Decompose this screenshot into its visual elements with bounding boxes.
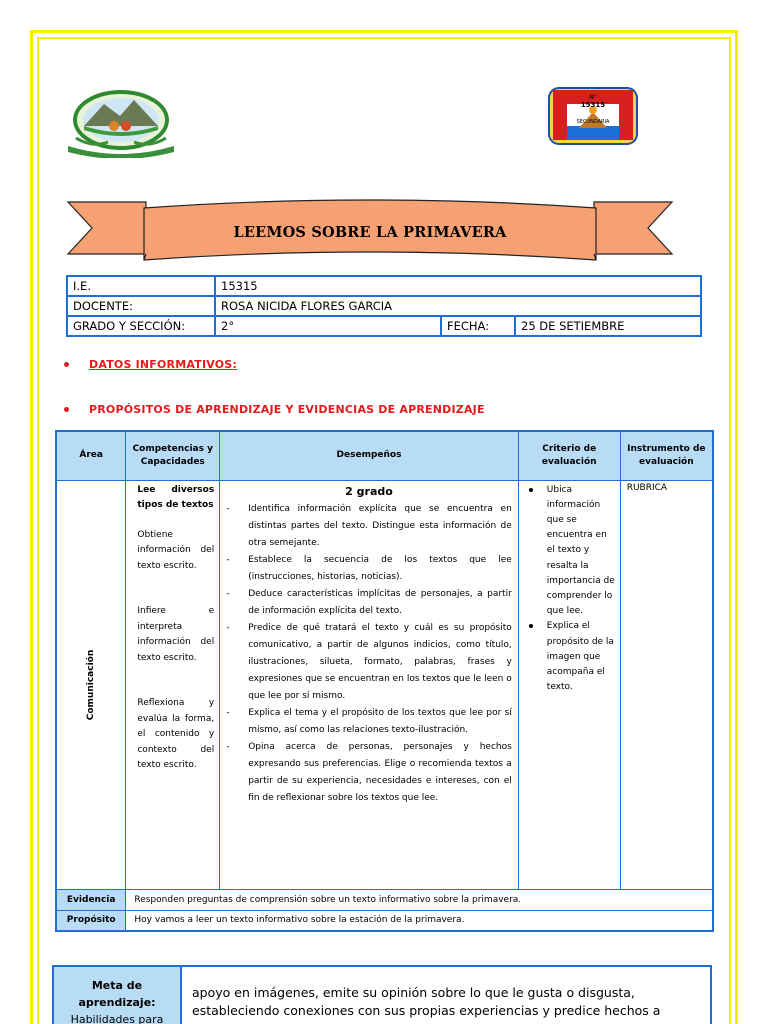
competencia-item: Lee diversos tipos de textos — [137, 484, 215, 510]
criterio-item: Ubica información que se encuentra en el texto y resalta la importancia de comprender lo que lee. — [523, 483, 616, 620]
meta-label-cell — [54, 967, 182, 1024]
fecha-label: FECHA: — [441, 316, 515, 336]
info-table — [66, 275, 702, 337]
meta-sublabel: Habilidades para — [70, 1013, 164, 1024]
capacidad-item: Reflexiona y evalúa la forma, el contenido y contexto del texto escrito. — [137, 698, 215, 770]
header-instrumento: Instrumento de evaluación — [620, 431, 713, 480]
grado-value: 2° — [215, 316, 441, 336]
page-title: LEEMOS SOBRE LA PRIMAVERA — [233, 224, 507, 241]
docente-value: ROSA NICIDA FLORES GARCIA — [215, 296, 701, 316]
desempeno-item: - Deduce características implícitas de personajes, a partir de información explícita del texto. — [226, 586, 512, 620]
logo-number-label: N° — [589, 94, 597, 101]
desempeno-item: - Establece la secuencia de los textos que lee (instrucciones, historias, noticias). — [226, 552, 512, 586]
evidencia-label: Evidencia — [56, 889, 126, 910]
capacidad-item: Infiere e interpreta información del texto escrito. — [137, 606, 215, 663]
proposito-label: Propósito — [56, 910, 126, 931]
proposito-text: Hoy vamos a leer un texto informativo sobre la estación de la primavera. — [126, 910, 713, 931]
competencias-cell — [126, 480, 220, 889]
bullet-dot — [64, 407, 69, 412]
docente-label: DOCENTE: — [67, 296, 215, 316]
grade-label: 2 grado — [345, 484, 393, 498]
meta-box — [52, 965, 712, 1024]
bullet-dot — [64, 362, 69, 367]
header-criterio: Criterio de evaluación — [518, 431, 620, 480]
learning-table — [55, 430, 714, 932]
grado-label: GRADO Y SECCIÓN: — [67, 316, 215, 336]
desempeno-item: - Explica el tema y el propósito de los textos que lee por sí mismo, así como las relaciones texto-ilustración. — [226, 705, 512, 739]
header-area: Área — [56, 431, 126, 480]
criterio-item: Explica el propósito de la imagen que acompaña el texto. — [523, 619, 616, 695]
bullet-datos-text: DATOS INFORMATIVOS: — [89, 358, 238, 371]
logo-number: 15315 — [580, 101, 606, 109]
desempenos-cell — [220, 480, 519, 889]
logo-level: SECUNDARIA — [576, 119, 610, 125]
instrumento-cell: RUBRICA — [620, 480, 713, 889]
bullet-propositos — [64, 403, 485, 416]
desempeno-item: - Opina acerca de personas, personajes y hechos expresando sus preferencias. Elige o recomienda textos a partir de su experiencia, necesidades e intereses, con el fin de reflexionar sobre los textos que lee. — [226, 739, 512, 807]
meta-label: Meta de aprendizaje: — [78, 979, 156, 1009]
ie-value: 15315 — [215, 276, 701, 296]
area-label: Comunicación — [86, 649, 97, 720]
meta-text: apoyo en imágenes, emite su opinión sobre lo que le gusta o disgusta, estableciendo conexiones con sus propias experiencias y predice hechos a — [192, 985, 661, 1018]
desempeno-item: - Predice de qué tratará el texto y cuál es su propósito comunicativo, a partir de algunos indicios, como título, ilustraciones, silueta, formato, palabras, frases y expresiones que se encuentran en los textos que le leen o que lee por sí mismo. — [226, 620, 512, 705]
capacidad-item: Obtiene información del texto escrito. — [137, 529, 215, 571]
school-logo-left — [62, 86, 180, 158]
header-desempenos: Desempeños — [220, 431, 519, 480]
ie-label: I.E. — [67, 276, 215, 296]
desempeno-item: - Identifica información explícita que se encuentra en distintas partes del texto. Distingue esta información de otra semejante. — [226, 501, 512, 552]
bullet-datos-informativos — [64, 358, 237, 371]
area-cell — [56, 480, 126, 889]
evidencia-text: Responden preguntas de comprensión sobre un texto informativo sobre la primavera. — [126, 889, 713, 910]
criterio-cell — [518, 480, 620, 889]
header-competencias: Competencias y Capacidades — [126, 431, 220, 480]
fecha-value: 25 DE SETIEMBRE — [515, 316, 701, 336]
bullet-propositos-text: PROPÓSITOS DE APRENDIZAJE Y EVIDENCIAS DE APRENDIZAJE — [89, 403, 485, 416]
